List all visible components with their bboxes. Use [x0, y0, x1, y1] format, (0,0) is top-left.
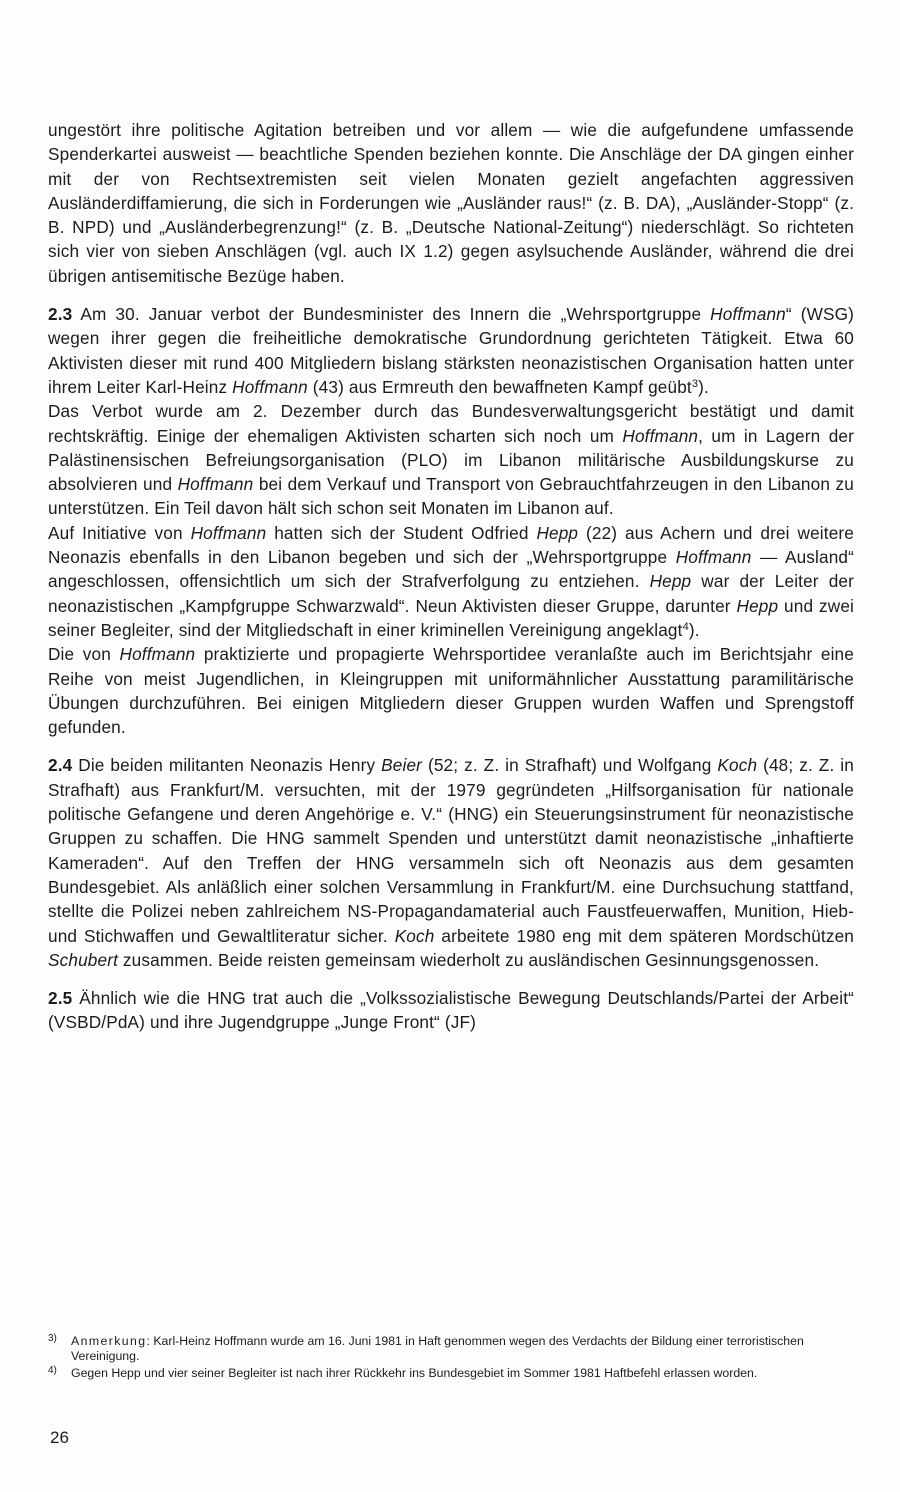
footnote-ref: 4: [682, 620, 689, 633]
page-number: 26: [50, 1428, 69, 1447]
name-italic: Koch: [717, 755, 758, 776]
footnote-label: Anmerkung: [71, 1334, 147, 1348]
section-number: 2.5: [48, 988, 73, 1009]
name-italic: Hoffmann: [710, 304, 786, 325]
footnote-ref: 3: [691, 377, 699, 390]
paragraph-2-3: 2.3 Am 30. Januar verbot der Bundesminister des Innern die „Wehrsportgruppe Hoffmann“ (WSG) wegen ihrer gegen die freiheitliche demokratische Grundordnung gerichteten Tätigkeit. Etwa 60 Aktivisten dieser mit rund 400 Mitgliedern bislang stärksten neonazistischen Organisation hatten unter ihrem Leiter Karl-Heinz Hoffmann (43) aus Ermreuth den bewaffneten Kampf geübt$^3$).: [48, 304, 854, 397]
name-italic: Hoffmann: [119, 644, 196, 665]
footnote-marker: 3): [48, 1333, 57, 1344]
paragraph-wehrsportidee: Die von Hoffmann praktizierte und propagierte Wehrsportidee veranlaßte auch im Berichtsjahr eine Reihe von meist Jugendlichen, in Kleingruppen mit uniformähnlicher Ausstattung paramilitärische Übungen durchzuführen. Bei einigen Mitgliedern dieser Gruppen wurden Waffen und Sprengstoff gefunden.: [48, 644, 854, 738]
name-italic: Hoffmann: [177, 474, 254, 495]
paragraph-continuation: ungestört ihre politische Agitation betreiben und vor allem — wie die aufgefundene umfassende Spenderkartei ausweist — beachtliche Spenden beziehen konnte. Die Anschläge der DA gingen einher mit der von Rechtsextremisten seit vielen Monaten gezielt angefachten aggressiven Ausländerdiffamierung, die sich in Forderungen wie „Ausländer raus!“ (z. B. DA), „Ausländer-Stopp“ (z. B. NPD) und „Ausländerbegrenzung!“ (z. B. „Deutsche National-Zeitung“) niederschlägt. So richteten sich vier von sieben Anschlägen (vgl. auch IX 1.2) gegen asylsuchende Ausländer, während die drei übrigen antisemitische Bezüge haben.: [48, 120, 854, 286]
footnotes: [48, 1334, 854, 1383]
footnote-marker: 4): [48, 1365, 57, 1376]
name-italic: Hepp: [649, 571, 692, 592]
name-italic: Hepp: [536, 522, 579, 543]
footnote-3: [48, 1334, 854, 1364]
section-number: 2.4: [48, 755, 73, 776]
name-italic: Hoffmann: [622, 425, 699, 446]
paragraph-verbot: Das Verbot wurde am 2. Dezember durch das Bundesverwaltungsgericht bestätigt und damit rechtskräftig. Einige der ehemaligen Aktivisten scharten sich noch um Hoffmann, um in Lagern der Palästinensischen Befreiungsorganisation (PLO) im Libanon militärische Ausbildungskurse zu absolvieren und Hoffmann bei dem Verkauf und Transport von Gebrauchtfahrzeugen in den Libanon zu unterstützen. Ein Teil davon hält sich schon seit Monaten im Libanon auf.: [48, 401, 854, 519]
paragraph-2-5: 2.5 Ähnlich wie die HNG trat auch die „Volkssozialistische Bewegung Deutschlands/Partei der Arbeit“ (VSBD/PdA) und ihre Jugendgruppe „Junge Front“ (JF): [48, 988, 854, 1033]
footnote-4: [48, 1366, 854, 1381]
footnote-text: : Karl-Heinz Hoffmann wurde am 16. Juni 1981 in Haft genommen wegen des Verdachts der Bildung einer terroristischen Vereinigung.: [71, 1334, 804, 1363]
paragraph-2-4: 2.4 Die beiden militanten Neonazis Henry Beier (52; z. Z. in Strafhaft) und Wolfgang Koch (48; z. Z. in Strafhaft) aus Frankfurt/M. versuchten, mit der 1979 gegründeten „Hilfsorganisation für nationale politische Gefangene und deren Angehörige e. V.“ (HNG) ein Steuerungsinstrument für neonazistische Gruppen zu schaffen. Die HNG sammelt Spenden und unterstützt damit neonazistische „inhaftierte Kameraden“. Auf den Treffen der HNG versammeln sich oft Neonazis aus dem gesamten Bundesgebiet. Als anläßlich einer solchen Versammlung in Frankfurt/M. eine Durchsuchung stattfand, stellte die Polizei neben zahlreichem NS-Propagandamaterial auch Faustfeuerwaffen, Munition, Hieb- und Stichwaffen und Gewaltliteratur sicher. Koch arbeitete 1980 eng mit dem späteren Mordschützen Schubert zusammen. Beide reisten gemeinsam wiederholt zu ausländischen Gesinnungsgenossen.: [48, 755, 854, 970]
paragraph-initiative: Auf Initiative von Hoffmann hatten sich der Student Odfried Hepp (22) aus Achern und drei weitere Neonazis ebenfalls in den Libanon begeben und sich der „Wehrsportgruppe Hoffmann — Ausland“ angeschlossen, offensichtlich um sich der Strafverfolgung zu entziehen. Hepp war der Leiter der neonazistischen „Kampfgruppe Schwarzwald“. Neun Aktivisten dieser Gruppe, darunter Hepp und zwei seiner Begleiter, sind der Mitgliedschaft in einer kriminellen Vereinigung angeklagt$^4$).: [48, 522, 855, 640]
name-italic: Hoffmann: [675, 547, 752, 568]
name-italic: Schubert: [48, 949, 118, 970]
name-italic: Hoffmann: [232, 376, 308, 397]
body-text: [48, 118, 854, 1035]
name-italic: Beier: [381, 755, 423, 776]
name-italic: Koch: [394, 925, 435, 946]
name-italic: Hepp: [736, 595, 779, 616]
name-italic: Hoffmann: [190, 522, 267, 543]
footnote-text: Gegen Hepp und vier seiner Begleiter ist nach ihrer Rückkehr ins Bundesgebiet im Sommer 1981 Haftbefehl erlassen worden.: [71, 1366, 758, 1380]
section-number: 2.3: [48, 304, 73, 325]
